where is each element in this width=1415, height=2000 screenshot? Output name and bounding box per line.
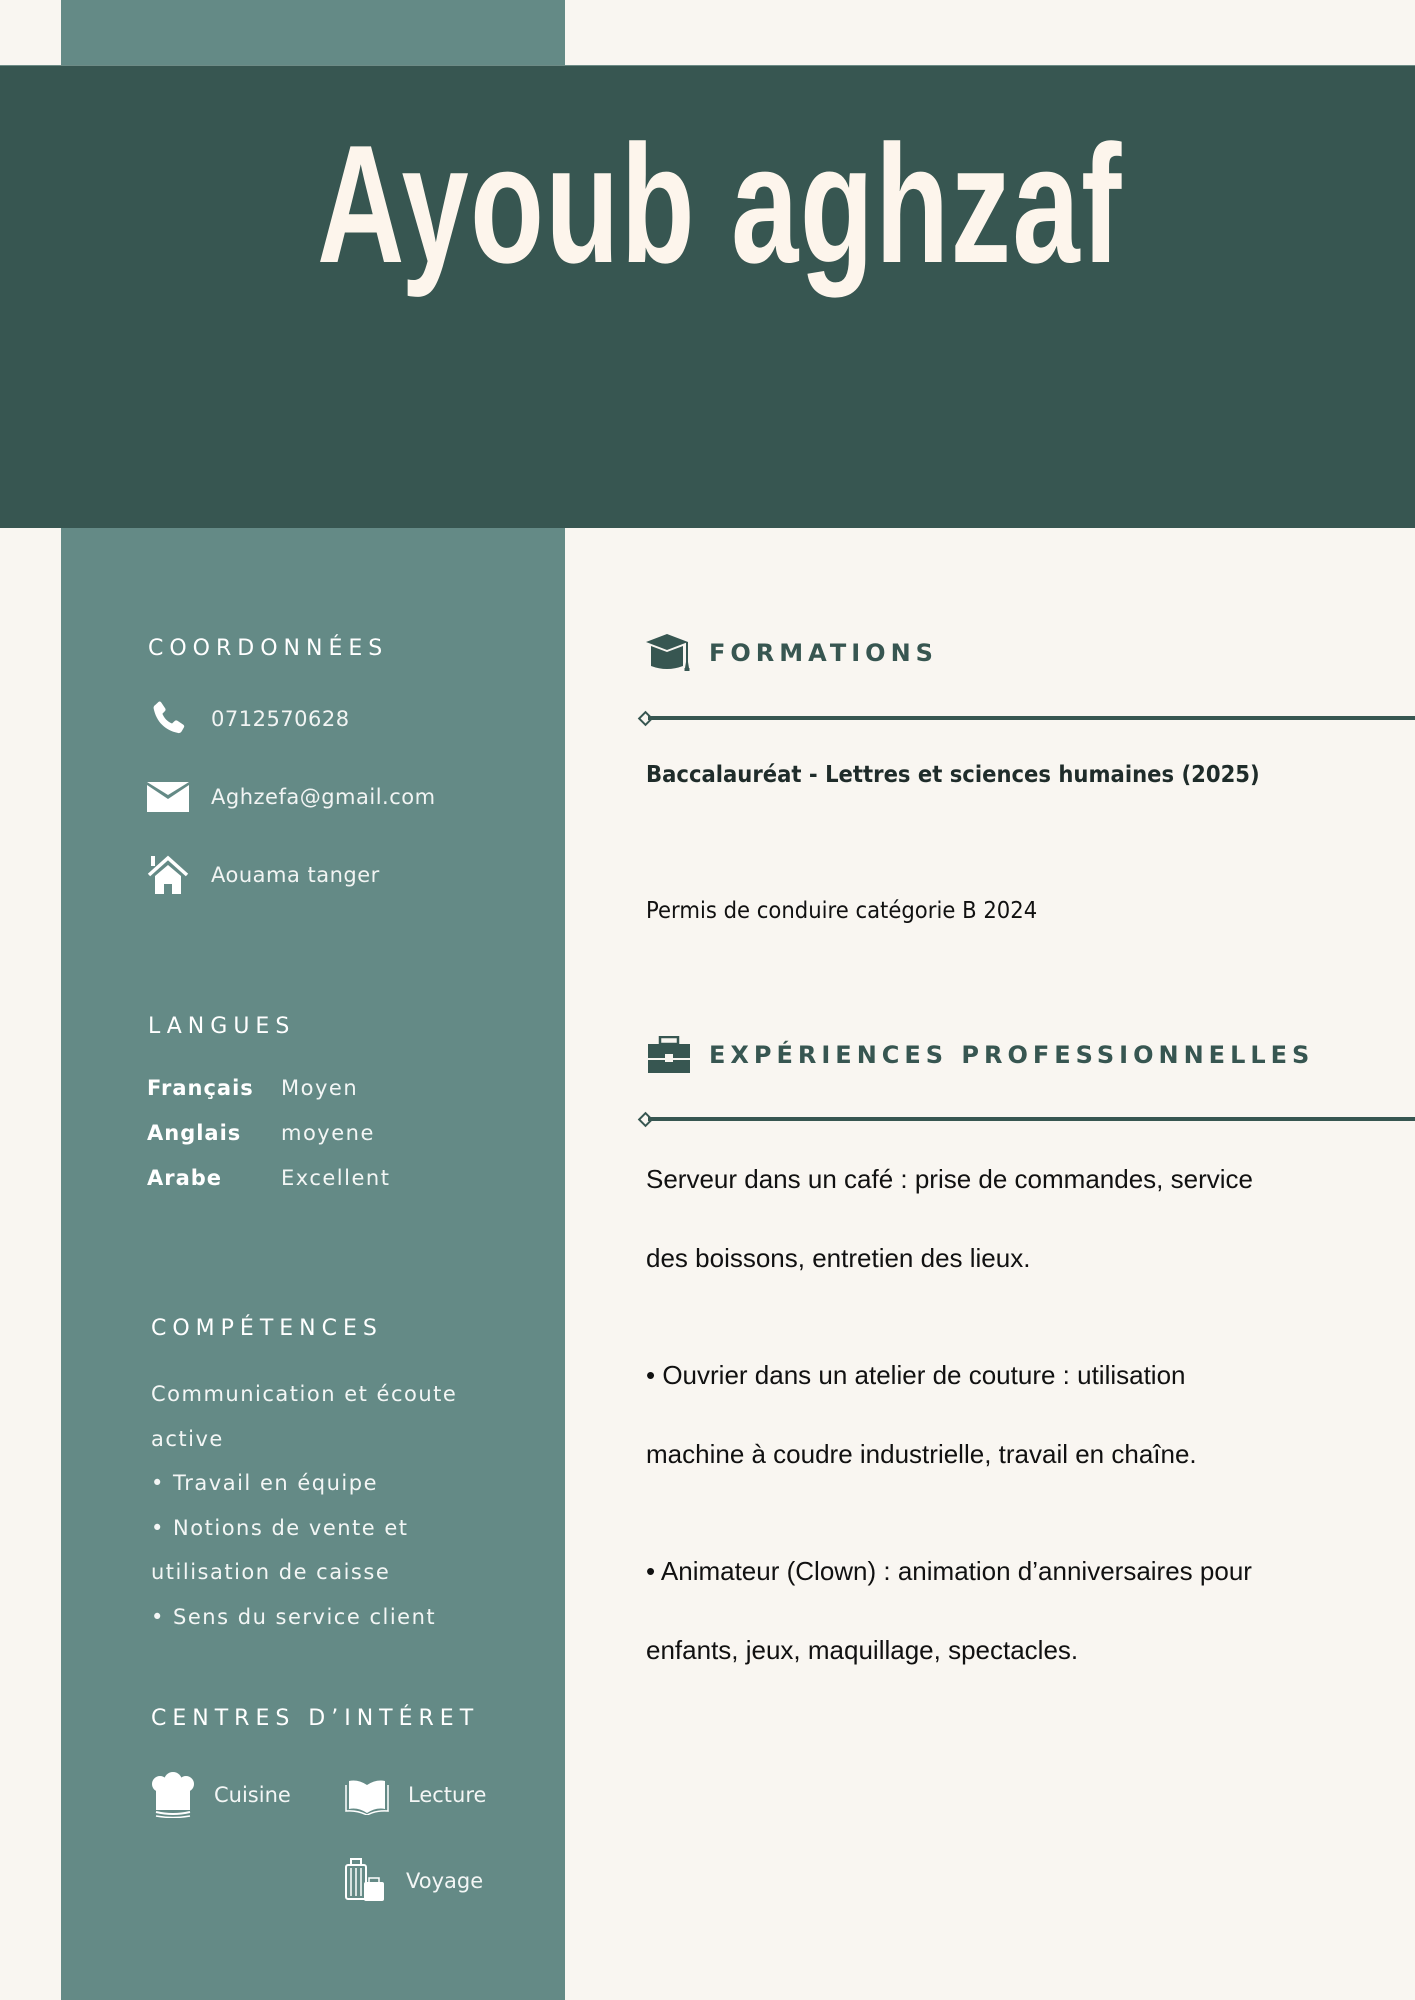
language-level: Moyen bbox=[281, 1076, 359, 1100]
formations-heading bbox=[645, 630, 938, 676]
mail-icon bbox=[147, 776, 189, 818]
skills-list bbox=[151, 1372, 491, 1639]
experience-line: Serveur dans un café : prise de commandes, service bbox=[646, 1164, 1253, 1194]
briefcase-icon bbox=[645, 1032, 693, 1078]
experience-heading bbox=[645, 1032, 1314, 1078]
experience-entry bbox=[646, 1140, 1346, 1298]
experience-divider bbox=[638, 1112, 1415, 1126]
contact-phone bbox=[147, 698, 350, 740]
book-icon bbox=[344, 1772, 390, 1818]
interest-label: Voyage bbox=[406, 1869, 484, 1893]
language-row bbox=[147, 1121, 375, 1145]
skill-line: • Notions de vente et bbox=[151, 1515, 409, 1540]
language-row bbox=[147, 1076, 358, 1100]
divider-line bbox=[648, 716, 1415, 720]
email-address[interactable]: Aghzefa@gmail.com bbox=[211, 785, 436, 809]
graduation-cap-icon bbox=[645, 630, 693, 676]
experience-line: des boissons, entretien des lieux. bbox=[646, 1243, 1031, 1273]
experience-line: • Ouvrier dans un atelier de couture : utilisation bbox=[646, 1360, 1186, 1390]
skill-line: • Travail en équipe bbox=[151, 1471, 378, 1495]
chef-hat-icon bbox=[150, 1772, 196, 1818]
language-name: Arabe bbox=[147, 1166, 223, 1190]
experience-entry bbox=[646, 1336, 1346, 1494]
phone-number[interactable]: 0712570628 bbox=[211, 707, 350, 731]
luggage-icon bbox=[342, 1858, 388, 1904]
interest-voyage bbox=[342, 1858, 483, 1904]
skill-line: Communication et écoute bbox=[151, 1382, 458, 1406]
contact-address bbox=[147, 854, 380, 896]
skill-line: utilisation de caisse bbox=[151, 1560, 391, 1584]
address: Aouama tanger bbox=[211, 863, 380, 887]
experience-line: machine à coudre industrielle, travail en chaîne. bbox=[646, 1439, 1197, 1469]
phone-icon bbox=[147, 698, 189, 740]
languages-heading: LANGUES bbox=[148, 1014, 296, 1039]
interest-label: Cuisine bbox=[214, 1783, 291, 1807]
contact-email bbox=[147, 776, 436, 818]
divider-line bbox=[648, 1117, 1415, 1121]
language-level: moyene bbox=[281, 1121, 375, 1145]
formations-divider bbox=[638, 711, 1415, 725]
language-name: Anglais bbox=[147, 1121, 242, 1145]
formation-item: Permis de conduire catégorie B 2024 bbox=[646, 898, 1038, 924]
experience-title: EXPÉRIENCES PROFESSIONNELLES bbox=[709, 1041, 1315, 1069]
formations-title: FORMATIONS bbox=[709, 639, 938, 667]
skills-heading: COMPÉTENCES bbox=[151, 1316, 383, 1341]
language-level: Excellent bbox=[281, 1166, 391, 1190]
skill-line: active bbox=[151, 1426, 224, 1451]
interest-cuisine bbox=[150, 1772, 291, 1818]
interest-lecture bbox=[344, 1772, 486, 1818]
candidate-name: Ayoub aghzaf bbox=[317, 110, 1123, 298]
interest-label: Lecture bbox=[408, 1783, 487, 1807]
home-icon bbox=[147, 854, 189, 896]
experience-line: enfants, jeux, maquillage, spectacles. bbox=[646, 1635, 1079, 1665]
contact-heading: COORDONNÉES bbox=[148, 636, 389, 661]
experience-entry bbox=[646, 1532, 1346, 1690]
skill-line: • Sens du service client bbox=[151, 1604, 437, 1629]
formation-degree: Baccalauréat - Lettres et sciences humaines (2025) bbox=[646, 762, 1260, 788]
language-name: Français bbox=[147, 1076, 254, 1100]
experience-line: • Animateur (Clown) : animation d’anniversaires pour bbox=[646, 1556, 1252, 1586]
interests-heading: CENTRES D’INTÉRET bbox=[151, 1706, 480, 1731]
language-row bbox=[147, 1166, 390, 1190]
